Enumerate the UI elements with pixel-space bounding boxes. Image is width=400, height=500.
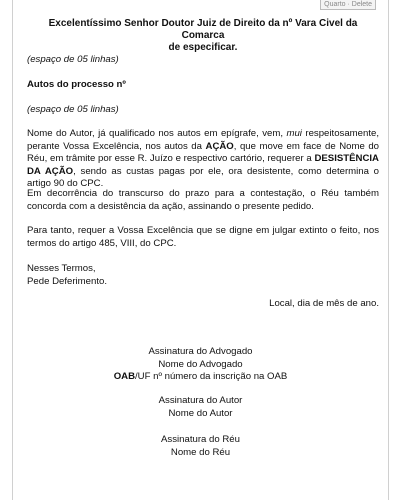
author-signature: Assinatura do Autor xyxy=(158,395,243,406)
body1-part-a: Nome do Autor, já qualificado nos autos em epígrafe, vem, xyxy=(27,128,287,139)
spacer-note-1: (espaço de 05 linhas) xyxy=(27,54,119,65)
defendant-name: Nome do Réu xyxy=(170,446,231,458)
body1-part-b: respeitosamente, perante Vossa Excelência, nos autos da xyxy=(27,128,379,152)
oab-line xyxy=(13,371,388,384)
closing-line-1: Nesses Termos, xyxy=(27,263,96,274)
document-heading xyxy=(27,18,379,54)
document-page xyxy=(12,0,389,500)
lawyer-name: Nome do Advogado xyxy=(158,358,243,370)
closing-line-2: Pede Deferimento. xyxy=(27,276,107,287)
body1-part-d: , sendo as custas pagas por ele, ora desistente, como determina o artigo 90 do CPC. xyxy=(27,165,379,190)
heading-line-2: de especificar. xyxy=(168,42,238,53)
petition-paragraph-3: Para tanto, requer a Vossa Excelência que se digne em julgar extinto o feito, nos termos do artigo 485, VIII, do CPC. xyxy=(27,225,379,249)
defendant-signature-block xyxy=(13,434,388,459)
petition-paragraph-2: Em decorrência do transcurso do prazo para a contestação, o Réu também concorda com a desistência da ação, assinando o presente pedido. xyxy=(27,188,379,212)
body1-part-c: , que move em face de Nome do Réu, em trâmite por esse R. Juízo e respectivo cartório, requerer a xyxy=(27,140,379,165)
author-signature-block xyxy=(13,395,388,420)
corner-tag[interactable]: Quarto · Delete xyxy=(320,0,376,10)
oab-label: OAB xyxy=(113,371,136,383)
process-number: Autos do processo nº xyxy=(27,79,126,90)
lawyer-signature-block xyxy=(13,346,388,384)
lawyer-signature: Assinatura do Advogado xyxy=(148,346,253,357)
spacer-note-2: (espaço de 05 linhas) xyxy=(27,104,119,115)
petition-paragraph-1 xyxy=(27,128,379,191)
oab-number: /UF nº número da inscrição na OAB xyxy=(135,371,288,383)
body1-mui: mui xyxy=(286,128,302,139)
heading-line-1: Excelentíssimo Senhor Doutor Juiz de Direito da nº Vara Civel da Comarca xyxy=(48,18,358,41)
author-name: Nome do Autor xyxy=(168,407,233,419)
body1-acao: AÇÃO xyxy=(205,140,234,152)
body1-desistencia: DESISTÊNCIA DA AÇÃO xyxy=(27,153,379,177)
place-date: Local, dia de mês de ano. xyxy=(269,298,379,309)
defendant-signature: Assinatura do Réu xyxy=(161,434,240,445)
